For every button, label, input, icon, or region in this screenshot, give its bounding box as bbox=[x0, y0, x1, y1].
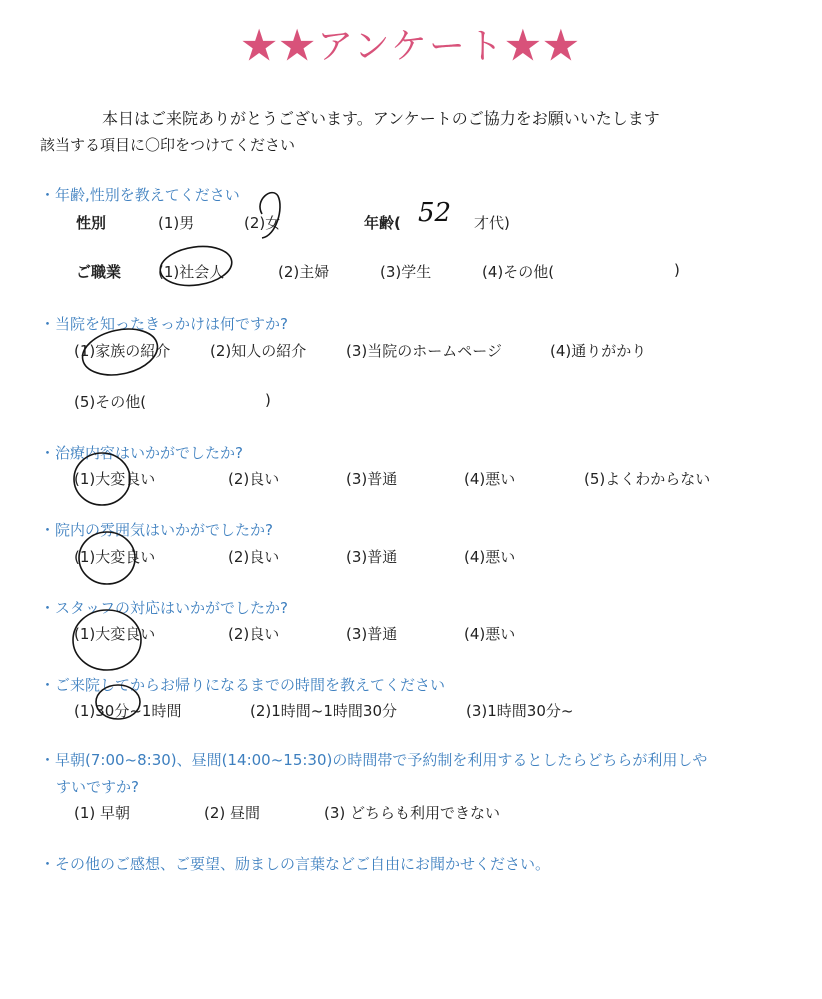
q4-option-bad[interactable]: (4)悪い bbox=[464, 548, 516, 566]
gender-label: 性別 bbox=[76, 214, 107, 232]
q1-question: ・年齢,性別を教えてください bbox=[40, 186, 240, 204]
q7-question-line2: すいですか? bbox=[56, 778, 139, 796]
q4-question: ・院内の雰囲気はいかがでしたか? bbox=[40, 521, 273, 539]
q5-option-very-good[interactable]: (1)大変良い bbox=[74, 625, 156, 643]
age-value-handwritten[interactable]: 52 bbox=[418, 198, 452, 228]
intro-text: 本日はご来院ありがとうございます。アンケートのご協力をお願いいたします bbox=[102, 109, 660, 128]
gender-option-female[interactable]: (2)女 bbox=[244, 214, 281, 232]
gender-option-male[interactable]: (1)男 bbox=[158, 214, 195, 232]
q2-option-friend[interactable]: (2)知人の紹介 bbox=[210, 342, 307, 360]
q2-option-homepage[interactable]: (3)当院のホームページ bbox=[346, 342, 502, 360]
job-label: ご職業 bbox=[76, 263, 122, 281]
q7-option-neither[interactable]: (3) どちらも利用できない bbox=[324, 804, 501, 822]
instruction-text: 該当する項目に〇印をつけてください bbox=[40, 136, 296, 154]
q5-option-good[interactable]: (2)良い bbox=[228, 625, 280, 643]
q7-option-early-morning[interactable]: (1) 早朝 bbox=[74, 804, 131, 822]
job-option-other[interactable]: (4)その他( bbox=[482, 263, 555, 281]
job-option-student[interactable]: (3)学生 bbox=[380, 263, 432, 281]
job-other-close: ) bbox=[674, 261, 680, 279]
q4-option-normal[interactable]: (3)普通 bbox=[346, 548, 398, 566]
q3-question: ・治療内容はいかがでしたか? bbox=[40, 444, 243, 462]
q2-option-family[interactable]: (1)家族の紹介 bbox=[74, 342, 171, 360]
survey-title: ★★アンケート★★ bbox=[241, 26, 581, 67]
job-option-worker[interactable]: (1)社会人 bbox=[158, 263, 225, 281]
q3-option-unknown[interactable]: (5)よくわからない bbox=[584, 470, 711, 488]
q2-question: ・当院を知ったきっかけは何ですか? bbox=[40, 315, 288, 333]
q3-option-very-good[interactable]: (1)大変良い bbox=[74, 470, 156, 488]
job-option-housewife[interactable]: (2)主婦 bbox=[278, 263, 330, 281]
q6-option-1h-1h30[interactable]: (2)1時間~1時間30分 bbox=[250, 702, 397, 720]
q3-option-good[interactable]: (2)良い bbox=[228, 470, 280, 488]
q3-option-bad[interactable]: (4)悪い bbox=[464, 470, 516, 488]
q6-question: ・ご来院してからお帰りになるまでの時間を教えてください bbox=[40, 676, 446, 694]
q4-option-very-good[interactable]: (1)大変良い bbox=[74, 548, 156, 566]
age-suffix: 才代) bbox=[474, 214, 510, 232]
q2-option-passing[interactable]: (4)通りがかり bbox=[550, 342, 647, 360]
q7-question-line1: ・早朝(7:00~8:30)、昼間(14:00~15:30)の時間帯で予約制を利用するとしたらどちらが利用しや bbox=[40, 751, 708, 769]
age-label: 年齢( bbox=[364, 214, 401, 232]
q5-option-bad[interactable]: (4)悪い bbox=[464, 625, 516, 643]
q5-question: ・スタッフの対応はいかがでしたか? bbox=[40, 599, 288, 617]
q2-option-other[interactable]: (5)その他( bbox=[74, 393, 147, 411]
q5-option-normal[interactable]: (3)普通 bbox=[346, 625, 398, 643]
q8-question: ・その他のご感想、ご要望、励ましの言葉などご自由にお聞かせください。 bbox=[40, 855, 551, 873]
q2-other-close: ) bbox=[265, 391, 271, 409]
q6-option-over-1h30[interactable]: (3)1時間30分~ bbox=[466, 702, 574, 720]
q4-option-good[interactable]: (2)良い bbox=[228, 548, 280, 566]
q3-option-normal[interactable]: (3)普通 bbox=[346, 470, 398, 488]
q7-option-daytime[interactable]: (2) 昼間 bbox=[204, 804, 261, 822]
q6-option-30min-1h[interactable]: (1)30分~1時間 bbox=[74, 702, 182, 720]
